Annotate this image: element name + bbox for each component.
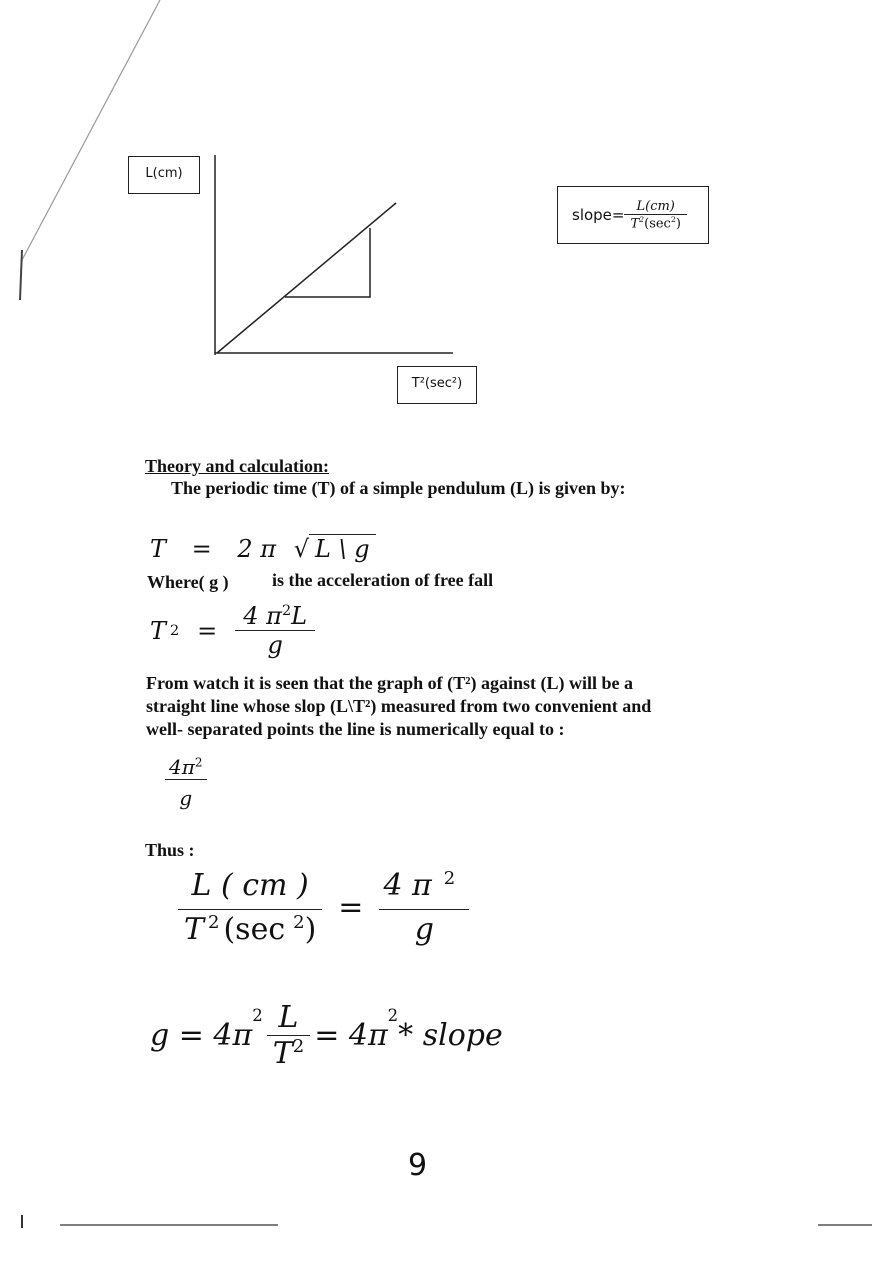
page-number: 9: [408, 1148, 428, 1183]
thus-label: Thus :: [145, 840, 195, 860]
equation-period-squared: T 2 = $\frac{4 \pi^2L}{g}$: [150, 602, 315, 659]
y-axis-label: L(cm): [128, 156, 200, 194]
equation-period: T = 2 π √ L \ g: [150, 535, 376, 563]
x-axis-label: T²(sec²): [397, 366, 477, 404]
equation-slope-ratio: $\frac{4\pi^2}{g}$: [165, 755, 207, 810]
theory-intro: The periodic time (T) of a simple pendulum (L) is given by:: [171, 478, 626, 498]
slope-triangle: [285, 228, 370, 297]
graph-explanation: From watch it is seen that the graph of (T²) against (L) will be a straight line whose slop (L\T²) measured from two convenient and well- separated points the line is numerically equal to :: [146, 673, 652, 739]
equation-g-final: g = 4π $^2$ $\frac{L}{T^2}$ = 4π $^2$ * slope: [150, 1000, 503, 1071]
graph-line: [217, 203, 396, 353]
slope-label: slope=: [572, 206, 625, 224]
where-description: is the acceleration of free fall: [272, 570, 494, 590]
slope-fraction: $\frac{L(cm)}{T^2(\sec^2)}$: [624, 199, 686, 231]
where-g: Where( g ): [147, 572, 229, 592]
slope-formula-box: [557, 186, 709, 244]
theory-heading: Theory and calculation:: [145, 456, 330, 476]
equation-slope-equality: $\frac{L ( cm )}{T ^2 (\sec ^2)}$ = $\frac{4 \pi ^2}{g}$: [178, 868, 469, 947]
